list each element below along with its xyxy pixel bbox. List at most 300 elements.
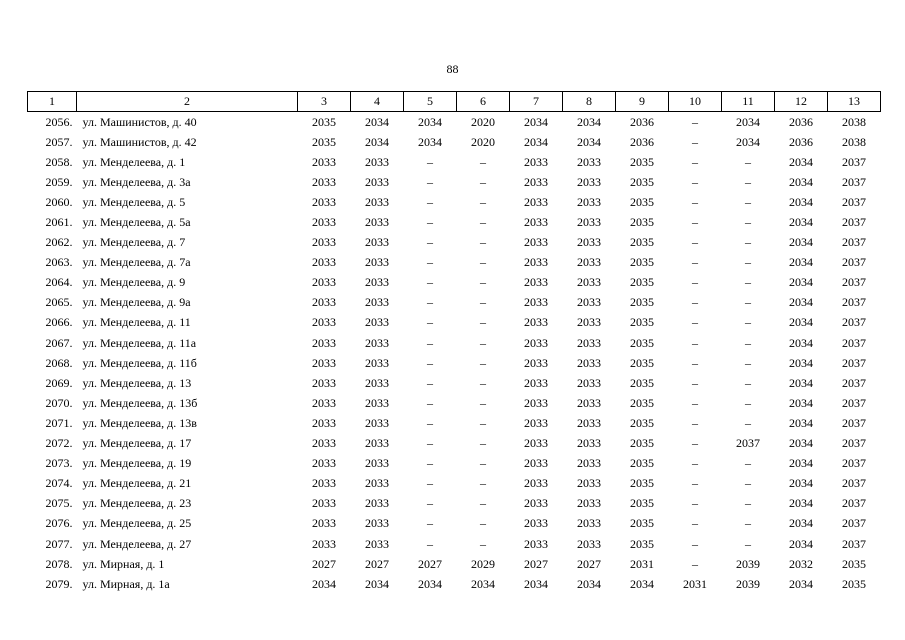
year-cell: 2034: [577, 134, 601, 149]
year-cell: –: [480, 194, 486, 209]
year-cell: 2035: [630, 194, 654, 209]
row-number: 2060.: [45, 194, 73, 209]
year-cell: 2036: [630, 134, 654, 149]
address-cell: ул. Менделеева, д. 11а: [82, 335, 197, 350]
year-cell: 2033: [312, 456, 336, 471]
address-cell: ул. Менделеева, д. 13в: [82, 415, 197, 430]
year-cell: –: [480, 335, 486, 350]
year-cell: 2034: [789, 215, 813, 230]
year-cell: –: [427, 516, 433, 531]
year-cell: 2033: [312, 516, 336, 531]
address-cell: ул. Менделеева, д. 13б: [82, 395, 198, 410]
column-header-12: 12: [775, 92, 828, 112]
address-cell: ул. Мирная, д. 1: [82, 556, 165, 571]
row-number: 2072.: [45, 436, 73, 451]
address-cell: ул. Менделеева, д. 7а: [82, 255, 191, 270]
column-header-4: 4: [351, 92, 404, 112]
year-cell: –: [480, 516, 486, 531]
table-row: [28, 454, 881, 474]
year-cell: 2033: [365, 496, 389, 511]
address-cell: ул. Менделеева, д. 5: [82, 194, 186, 209]
year-cell: 2034: [365, 134, 389, 149]
year-cell: –: [427, 315, 433, 330]
year-cell: –: [427, 536, 433, 551]
year-cell: 2035: [630, 436, 654, 451]
year-cell: 2031: [683, 576, 707, 591]
year-cell: 2033: [365, 315, 389, 330]
year-cell: –: [427, 375, 433, 390]
year-cell: –: [692, 355, 698, 370]
year-cell: 2035: [630, 335, 654, 350]
year-cell: 2034: [789, 516, 813, 531]
year-cell: 2035: [630, 275, 654, 290]
year-cell: 2020: [471, 114, 495, 129]
year-cell: 2033: [524, 516, 548, 531]
year-cell: 2035: [630, 395, 654, 410]
row-number: 2071.: [45, 415, 73, 430]
year-cell: 2034: [789, 456, 813, 471]
year-cell: 2033: [577, 395, 601, 410]
year-cell: 2037: [842, 295, 866, 310]
address-cell: ул. Менделеева, д. 25: [82, 516, 192, 531]
year-cell: –: [480, 255, 486, 270]
year-cell: 2035: [630, 255, 654, 270]
year-cell: 2034: [789, 174, 813, 189]
year-cell: 2037: [842, 194, 866, 209]
table-row: [28, 233, 881, 253]
address-cell: ул. Мирная, д. 1а: [82, 576, 170, 591]
year-cell: 2033: [577, 516, 601, 531]
year-cell: –: [427, 395, 433, 410]
year-cell: 2034: [524, 134, 548, 149]
year-cell: 2033: [365, 295, 389, 310]
year-cell: –: [480, 215, 486, 230]
year-cell: 2033: [365, 174, 389, 189]
year-cell: 2034: [789, 315, 813, 330]
year-cell: –: [692, 114, 698, 129]
table-row: [28, 474, 881, 494]
year-cell: –: [692, 536, 698, 551]
year-cell: 2033: [312, 375, 336, 390]
year-cell: 2035: [630, 496, 654, 511]
year-cell: 2029: [471, 556, 495, 571]
year-cell: 2033: [365, 536, 389, 551]
year-cell: 2035: [842, 576, 866, 591]
year-cell: 2034: [789, 415, 813, 430]
year-cell: 2037: [842, 275, 866, 290]
year-cell: 2033: [577, 194, 601, 209]
address-cell: ул. Машинистов, д. 40: [82, 114, 197, 129]
year-cell: 2037: [842, 335, 866, 350]
year-cell: 2027: [524, 556, 548, 571]
year-cell: 2033: [524, 476, 548, 491]
year-cell: 2035: [630, 215, 654, 230]
year-cell: –: [480, 395, 486, 410]
address-cell: ул. Менделеева, д. 5а: [82, 215, 191, 230]
year-cell: 2034: [789, 476, 813, 491]
year-cell: 2037: [842, 154, 866, 169]
year-cell: 2037: [842, 476, 866, 491]
year-cell: 2034: [789, 536, 813, 551]
year-cell: 2033: [312, 496, 336, 511]
year-cell: 2033: [312, 295, 336, 310]
year-cell: –: [480, 355, 486, 370]
year-cell: 2033: [524, 315, 548, 330]
year-cell: –: [692, 395, 698, 410]
year-cell: 2035: [630, 295, 654, 310]
year-cell: –: [427, 415, 433, 430]
year-cell: 2033: [524, 436, 548, 451]
year-cell: 2034: [789, 436, 813, 451]
year-cell: 2033: [365, 215, 389, 230]
year-cell: 2033: [577, 275, 601, 290]
year-cell: 2033: [312, 255, 336, 270]
year-cell: –: [480, 154, 486, 169]
year-cell: 2033: [524, 194, 548, 209]
year-cell: –: [745, 415, 751, 430]
address-cell: ул. Менделеева, д. 23: [82, 496, 192, 511]
year-cell: 2037: [842, 215, 866, 230]
year-cell: 2033: [524, 275, 548, 290]
address-cell: ул. Менделеева, д. 11: [82, 315, 191, 330]
year-cell: 2033: [312, 235, 336, 250]
year-cell: 2037: [842, 174, 866, 189]
table-row: [28, 514, 881, 534]
year-cell: 2037: [842, 255, 866, 270]
year-cell: 2034: [789, 355, 813, 370]
year-cell: –: [745, 235, 751, 250]
year-cell: 2034: [577, 576, 601, 591]
year-cell: 2033: [577, 355, 601, 370]
column-header-3: 3: [298, 92, 351, 112]
year-cell: 2037: [736, 436, 760, 451]
year-cell: 2034: [789, 275, 813, 290]
year-cell: –: [692, 315, 698, 330]
year-cell: 2033: [312, 415, 336, 430]
year-cell: 2027: [577, 556, 601, 571]
year-cell: –: [427, 194, 433, 209]
year-cell: 2035: [630, 476, 654, 491]
table-row: [28, 333, 881, 353]
year-cell: 2033: [312, 476, 336, 491]
address-cell: ул. Менделеева, д. 1: [82, 154, 186, 169]
year-cell: 2033: [577, 496, 601, 511]
table-row: [28, 434, 881, 454]
year-cell: 2033: [524, 154, 548, 169]
year-cell: –: [692, 496, 698, 511]
year-cell: 2033: [312, 275, 336, 290]
row-number: 2058.: [45, 154, 73, 169]
year-cell: –: [745, 456, 751, 471]
year-cell: 2036: [789, 134, 813, 149]
year-cell: 2035: [630, 154, 654, 169]
year-cell: 2033: [577, 415, 601, 430]
year-cell: 2027: [312, 556, 336, 571]
table-header-row: [28, 92, 881, 112]
year-cell: 2039: [736, 576, 760, 591]
year-cell: 2034: [365, 114, 389, 129]
table-row: [28, 373, 881, 393]
address-cell: ул. Менделеева, д. 13: [82, 375, 192, 390]
year-cell: –: [745, 194, 751, 209]
year-cell: 2037: [842, 315, 866, 330]
table-row: [28, 152, 881, 172]
address-cell: ул. Менделеева, д. 27: [82, 536, 192, 551]
year-cell: 2031: [630, 556, 654, 571]
year-cell: –: [692, 375, 698, 390]
year-cell: –: [692, 174, 698, 189]
address-cell: ул. Менделеева, д. 7: [82, 235, 186, 250]
year-cell: 2034: [736, 114, 760, 129]
year-cell: 2033: [312, 215, 336, 230]
table-row: [28, 534, 881, 554]
year-cell: 2033: [577, 215, 601, 230]
year-cell: –: [745, 395, 751, 410]
table-row: [28, 253, 881, 273]
year-cell: 2033: [577, 436, 601, 451]
year-cell: 2034: [524, 576, 548, 591]
year-cell: 2033: [312, 355, 336, 370]
row-number: 2079.: [45, 576, 73, 591]
table-row: [28, 132, 881, 152]
year-cell: 2033: [577, 255, 601, 270]
year-cell: 2033: [524, 235, 548, 250]
year-cell: –: [745, 295, 751, 310]
year-cell: 2035: [630, 355, 654, 370]
year-cell: 2035: [630, 415, 654, 430]
year-cell: 2033: [577, 456, 601, 471]
year-cell: –: [480, 456, 486, 471]
table-row: [28, 112, 881, 133]
year-cell: 2034: [365, 576, 389, 591]
row-number: 2059.: [45, 174, 73, 189]
year-cell: –: [745, 275, 751, 290]
year-cell: 2034: [789, 375, 813, 390]
year-cell: –: [692, 456, 698, 471]
row-number: 2062.: [45, 235, 73, 250]
address-cell: ул. Менделеева, д. 19: [82, 456, 192, 471]
column-header-5: 5: [404, 92, 457, 112]
year-cell: –: [745, 375, 751, 390]
year-cell: –: [692, 154, 698, 169]
table-row: [28, 353, 881, 373]
row-number: 2070.: [45, 395, 73, 410]
year-cell: 2034: [789, 154, 813, 169]
year-cell: –: [692, 255, 698, 270]
year-cell: –: [692, 516, 698, 531]
year-cell: –: [745, 536, 751, 551]
year-cell: 2037: [842, 436, 866, 451]
year-cell: 2033: [577, 536, 601, 551]
year-cell: 2034: [789, 496, 813, 511]
year-cell: 2033: [312, 436, 336, 451]
year-cell: 2034: [471, 576, 495, 591]
table-row: [28, 313, 881, 333]
row-number: 2065.: [45, 295, 73, 310]
row-number: 2076.: [45, 516, 73, 531]
year-cell: –: [427, 295, 433, 310]
year-cell: 2035: [630, 235, 654, 250]
year-cell: –: [480, 536, 486, 551]
year-cell: 2033: [577, 476, 601, 491]
row-number: 2063.: [45, 255, 73, 270]
year-cell: 2038: [842, 134, 866, 149]
year-cell: –: [745, 516, 751, 531]
table-row: [28, 413, 881, 433]
year-cell: 2036: [789, 114, 813, 129]
year-cell: 2037: [842, 375, 866, 390]
row-number: 2064.: [45, 275, 73, 290]
table-row: [28, 393, 881, 413]
address-cell: ул. Менделеева, д. 11б: [82, 355, 197, 370]
year-cell: –: [745, 154, 751, 169]
year-cell: –: [480, 315, 486, 330]
year-cell: 2034: [789, 235, 813, 250]
year-cell: –: [692, 295, 698, 310]
year-cell: 2032: [789, 556, 813, 571]
row-number: 2077.: [45, 536, 73, 551]
year-cell: 2035: [630, 174, 654, 189]
row-number: 2075.: [45, 496, 73, 511]
year-cell: –: [692, 134, 698, 149]
year-cell: 2033: [365, 436, 389, 451]
year-cell: –: [480, 415, 486, 430]
year-cell: 2033: [524, 375, 548, 390]
table-row: [28, 494, 881, 514]
year-cell: –: [745, 255, 751, 270]
year-cell: 2037: [842, 395, 866, 410]
year-cell: 2035: [630, 456, 654, 471]
year-cell: –: [427, 255, 433, 270]
row-number: 2069.: [45, 375, 73, 390]
year-cell: 2033: [524, 415, 548, 430]
year-cell: 2033: [524, 174, 548, 189]
year-cell: –: [427, 335, 433, 350]
year-cell: 2037: [842, 516, 866, 531]
year-cell: 2034: [524, 114, 548, 129]
year-cell: –: [480, 235, 486, 250]
year-cell: –: [480, 174, 486, 189]
address-cell: ул. Менделеева, д. 17: [82, 436, 192, 451]
year-cell: 2035: [630, 375, 654, 390]
year-cell: 2033: [577, 335, 601, 350]
year-cell: 2033: [365, 456, 389, 471]
year-cell: –: [427, 215, 433, 230]
table-row: [28, 293, 881, 313]
year-cell: 2035: [630, 315, 654, 330]
table-row: [28, 212, 881, 232]
row-number: 2057.: [45, 134, 73, 149]
year-cell: 2034: [577, 114, 601, 129]
year-cell: 2035: [312, 134, 336, 149]
year-cell: 2034: [736, 134, 760, 149]
year-cell: –: [427, 355, 433, 370]
table-row: [28, 554, 881, 574]
year-cell: 2037: [842, 456, 866, 471]
year-cell: 2036: [630, 114, 654, 129]
year-cell: –: [480, 295, 486, 310]
row-number: 2074.: [45, 476, 73, 491]
year-cell: –: [427, 154, 433, 169]
year-cell: 2034: [789, 576, 813, 591]
year-cell: 2033: [577, 375, 601, 390]
year-cell: –: [427, 476, 433, 491]
year-cell: 2039: [736, 556, 760, 571]
column-header-10: 10: [669, 92, 722, 112]
year-cell: –: [745, 335, 751, 350]
year-cell: 2035: [630, 516, 654, 531]
year-cell: –: [427, 235, 433, 250]
schedule-table: [27, 91, 881, 594]
year-cell: –: [480, 496, 486, 511]
year-cell: –: [692, 215, 698, 230]
year-cell: 2033: [577, 315, 601, 330]
year-cell: –: [427, 275, 433, 290]
year-cell: –: [692, 436, 698, 451]
year-cell: 2033: [365, 335, 389, 350]
year-cell: –: [480, 375, 486, 390]
address-cell: ул. Менделеева, д. 21: [82, 476, 192, 491]
year-cell: 2033: [577, 154, 601, 169]
year-cell: 2035: [630, 536, 654, 551]
year-cell: –: [480, 476, 486, 491]
year-cell: –: [427, 174, 433, 189]
row-number: 2068.: [45, 355, 73, 370]
year-cell: 2033: [365, 275, 389, 290]
year-cell: 2035: [842, 556, 866, 571]
year-cell: 2033: [365, 415, 389, 430]
row-number: 2061.: [45, 215, 73, 230]
year-cell: –: [745, 476, 751, 491]
year-cell: 2033: [524, 395, 548, 410]
year-cell: 2033: [312, 395, 336, 410]
year-cell: 2033: [365, 395, 389, 410]
year-cell: –: [745, 215, 751, 230]
address-cell: ул. Менделеева, д. 9а: [82, 295, 191, 310]
row-number: 2066.: [45, 315, 73, 330]
year-cell: 2034: [789, 335, 813, 350]
year-cell: 2033: [577, 295, 601, 310]
year-cell: –: [692, 194, 698, 209]
year-cell: 2027: [365, 556, 389, 571]
year-cell: 2033: [312, 174, 336, 189]
year-cell: 2037: [842, 415, 866, 430]
year-cell: –: [480, 436, 486, 451]
year-cell: 2037: [842, 235, 866, 250]
year-cell: 2034: [789, 255, 813, 270]
row-number: 2078.: [45, 556, 73, 571]
year-cell: –: [692, 335, 698, 350]
address-cell: ул. Менделеева, д. 3а: [82, 174, 191, 189]
year-cell: –: [745, 355, 751, 370]
address-cell: ул. Менделеева, д. 9: [82, 275, 186, 290]
row-number: 2067.: [45, 335, 73, 350]
column-header-6: 6: [457, 92, 510, 112]
year-cell: 2033: [365, 516, 389, 531]
year-cell: 2033: [365, 255, 389, 270]
year-cell: –: [692, 235, 698, 250]
year-cell: 2034: [789, 395, 813, 410]
year-cell: 2033: [312, 315, 336, 330]
year-cell: 2033: [524, 536, 548, 551]
year-cell: –: [427, 496, 433, 511]
year-cell: 2034: [418, 134, 442, 149]
year-cell: 2033: [577, 174, 601, 189]
year-cell: –: [745, 315, 751, 330]
year-cell: –: [427, 456, 433, 471]
year-cell: 2033: [365, 476, 389, 491]
year-cell: 2033: [365, 235, 389, 250]
